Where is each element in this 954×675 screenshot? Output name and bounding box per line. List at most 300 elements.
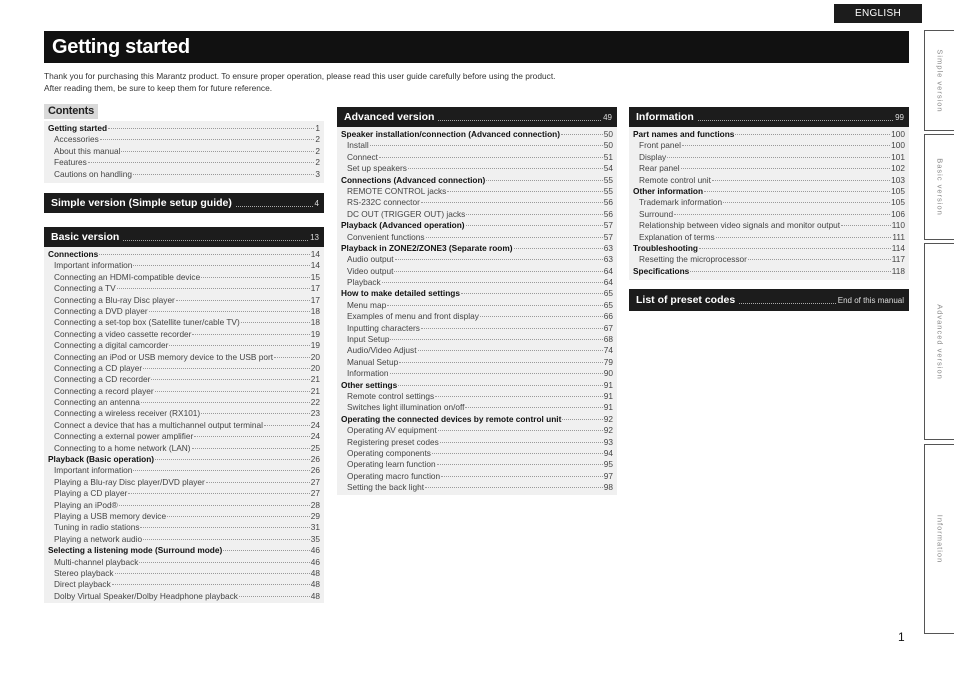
toc-list: [629, 127, 909, 280]
toc-row[interactable]: [48, 557, 320, 568]
toc-label: DC OUT (TRIGGER OUT) jacks: [347, 208, 466, 219]
toc-label: Playback in ZONE2/ZONE3 (Separate room): [341, 242, 513, 253]
toc-row[interactable]: [48, 295, 320, 306]
toc-label: Playing a CD player: [54, 488, 128, 499]
toc-row[interactable]: [341, 459, 613, 470]
toc-page: 67: [603, 322, 613, 333]
dot-leader: [421, 202, 603, 203]
dot-leader: [712, 180, 890, 181]
toc-page: 55: [603, 185, 613, 196]
side-tab-label: Information: [935, 514, 944, 564]
toc-label: Connecting an HDMI-compatible device: [54, 271, 201, 282]
toc-row[interactable]: [48, 591, 320, 602]
toc-row[interactable]: [48, 134, 320, 145]
toc-label: Connecting a video cassette recorder: [54, 328, 192, 339]
toc-page: 93: [603, 436, 613, 447]
toc-page: 102: [891, 163, 905, 174]
toc-label: Connect: [347, 151, 378, 162]
dot-leader: [438, 430, 603, 431]
dot-leader: [698, 114, 893, 121]
toc-label: Setting the back light: [347, 482, 425, 493]
toc-page: 22: [310, 397, 320, 408]
toc-label: Switches light illumination on/off: [347, 402, 465, 413]
toc-row[interactable]: [48, 568, 320, 579]
dot-leader: [674, 214, 890, 215]
toc-label: Rear panel: [639, 163, 680, 174]
toc-label: Connecting a wireless receiver (RX101): [54, 408, 201, 419]
toc-label: Manual Setup: [347, 356, 399, 367]
toc-label: Features: [54, 157, 87, 168]
toc-label: Connecting a CD recorder: [54, 374, 151, 385]
toc-row[interactable]: [48, 488, 320, 499]
dot-leader: [398, 385, 603, 386]
toc-page: 2: [315, 157, 320, 168]
toc-heading-row[interactable]: [341, 129, 613, 140]
toc-page: 21: [310, 374, 320, 385]
toc-row[interactable]: [633, 163, 905, 174]
toc-row[interactable]: [48, 272, 320, 283]
toc-page: 57: [603, 220, 613, 231]
toc-label: Multi-channel playback: [54, 556, 139, 567]
side-tab-advanced-version[interactable]: [924, 243, 954, 440]
toc-page: 28: [310, 499, 320, 510]
toc-row[interactable]: [48, 306, 320, 317]
toc-row[interactable]: [341, 437, 613, 448]
dot-leader: [739, 297, 836, 304]
toc-page: 57: [603, 231, 613, 242]
toc-row[interactable]: [633, 232, 905, 243]
toc-label: Connections: [48, 249, 99, 259]
toc-row[interactable]: [48, 431, 320, 442]
dot-leader: [88, 162, 315, 163]
dot-leader: [682, 145, 890, 146]
toc-page: 111: [892, 231, 905, 242]
title-bar: [44, 31, 909, 63]
toc-row[interactable]: [341, 232, 613, 243]
dot-leader: [192, 448, 310, 449]
dot-leader: [480, 316, 603, 317]
toc-label: Connecting an iPod or USB memory device to the USB port: [54, 351, 274, 362]
dot-leader: [465, 407, 602, 408]
toc-label: Other settings: [341, 379, 398, 390]
dot-leader: [133, 265, 309, 266]
dot-leader: [143, 368, 310, 369]
toc-page: 100: [891, 129, 905, 139]
dot-leader: [112, 584, 310, 585]
dot-leader: [390, 339, 602, 340]
toc-label: Inputting characters: [347, 322, 420, 333]
toc-page: 117: [891, 254, 905, 265]
toc-label: Operating macro function: [347, 470, 441, 481]
toc-page: 48: [310, 590, 320, 601]
toc-row[interactable]: [48, 522, 320, 533]
toc-row[interactable]: [633, 152, 905, 163]
dot-leader: [735, 134, 890, 135]
dot-leader: [141, 402, 310, 403]
dot-leader: [486, 180, 602, 181]
toc-page: 65: [603, 299, 613, 310]
toc-page: 51: [603, 151, 613, 162]
dot-leader: [421, 328, 603, 329]
toc-label: Video output: [347, 265, 394, 276]
toc-page: 103: [891, 174, 905, 185]
section-page: 4: [314, 198, 319, 208]
toc-heading-row[interactable]: [341, 243, 613, 254]
toc-page: 105: [891, 185, 905, 196]
getting-started-box: [44, 121, 324, 183]
toc-page: 54: [603, 163, 613, 174]
dot-leader: [461, 293, 603, 294]
toc-page: 14: [310, 249, 320, 259]
toc-label: Specifications: [633, 265, 690, 276]
toc-label: Remote control unit: [639, 174, 711, 185]
toc-page: 105: [891, 197, 905, 208]
toc-row[interactable]: [341, 345, 613, 356]
toc-page: 50: [603, 129, 613, 139]
section-title: Simple version (Simple setup guide): [51, 197, 232, 209]
toc-row[interactable]: [341, 448, 613, 459]
dot-leader: [690, 271, 891, 272]
toc-row[interactable]: [48, 420, 320, 431]
preset-codes-header[interactable]: [629, 289, 909, 311]
toc-row[interactable]: [341, 300, 613, 311]
toc-label: Selecting a listening mode (Surround mode): [48, 545, 223, 556]
toc-page: 20: [310, 351, 320, 362]
toc-heading-row[interactable]: [48, 454, 320, 465]
toc-row[interactable]: [48, 397, 320, 408]
toc-heading-row[interactable]: [341, 175, 613, 186]
toc-row[interactable]: [48, 477, 320, 488]
toc-row[interactable]: [633, 220, 905, 231]
information-header[interactable]: [629, 107, 909, 127]
toc-page: 31: [310, 522, 320, 533]
dot-leader: [201, 277, 310, 278]
toc-row[interactable]: [341, 402, 613, 413]
toc-list: [337, 127, 617, 497]
toc-row[interactable]: [341, 209, 613, 220]
toc-row[interactable]: [633, 140, 905, 151]
basic-version-header[interactable]: [44, 227, 324, 247]
toc-row[interactable]: [633, 175, 905, 186]
dot-leader: [466, 225, 603, 226]
side-tab-basic-version[interactable]: [924, 134, 954, 240]
language-tab[interactable]: ENGLISH: [834, 4, 922, 23]
toc-heading-row[interactable]: [48, 545, 320, 556]
toc-label: Set up speakers: [347, 163, 407, 174]
toc-label: How to make detailed settings: [341, 288, 460, 299]
toc-page: 1: [315, 123, 320, 133]
dot-leader: [239, 596, 310, 597]
intro-line-1: Thank you for purchasing this Marantz product. To ensure proper operation, please read this user guide carefully before using the product.: [44, 71, 556, 81]
toc-page: 50: [603, 140, 613, 151]
intro-line-2: After reading them, be sure to keep them for future reference.: [44, 82, 273, 93]
toc-page: 90: [603, 368, 613, 379]
toc-label: Part names and functions: [633, 129, 735, 139]
toc-label: Surround: [639, 208, 674, 219]
toc-row[interactable]: [341, 140, 613, 151]
dot-leader: [201, 413, 310, 414]
section-page: 49: [603, 112, 612, 122]
toc-page: 91: [603, 402, 613, 413]
toc-label: Connect a device that has a multichannel output terminal: [54, 419, 263, 430]
toc-row[interactable]: [341, 425, 613, 436]
toc-row[interactable]: [341, 254, 613, 265]
dot-leader: [133, 174, 314, 175]
toc-row[interactable]: [341, 277, 613, 288]
toc-label: Trademark information: [639, 197, 723, 208]
toc-row[interactable]: [48, 169, 320, 180]
toc-row[interactable]: [341, 334, 613, 345]
toc-row[interactable]: [48, 374, 320, 385]
toc-row[interactable]: [48, 500, 320, 511]
section-page: 99: [895, 112, 904, 122]
toc-row[interactable]: [48, 340, 320, 351]
toc-page: 114: [891, 242, 905, 253]
toc-row[interactable]: [48, 283, 320, 294]
dot-leader: [167, 516, 310, 517]
dot-leader: [128, 493, 309, 494]
dot-leader: [438, 114, 601, 121]
toc-label: Playing a USB memory device: [54, 510, 167, 521]
toc-label: Resetting the microprocessor: [639, 254, 747, 265]
toc-row[interactable]: [48, 579, 320, 590]
toc-page: 17: [310, 283, 320, 294]
toc-row[interactable]: [341, 368, 613, 379]
toc-heading-row[interactable]: [341, 220, 613, 231]
toc-heading-row[interactable]: [633, 243, 905, 254]
dot-leader: [123, 234, 308, 241]
toc-label: Display: [639, 151, 667, 162]
side-tab-label: Basic version: [935, 158, 944, 216]
dot-leader: [704, 191, 890, 192]
simple-version-box[interactable]: [44, 193, 324, 213]
dot-leader: [274, 357, 310, 358]
toc-page: 56: [603, 208, 613, 219]
toc-page: 95: [603, 459, 613, 470]
toc-label: Operating learn function: [347, 459, 436, 470]
toc-heading-row[interactable]: [341, 414, 613, 425]
toc-page: 97: [603, 470, 613, 481]
toc-page: 3: [315, 168, 320, 179]
toc-page: 18: [310, 317, 320, 328]
toc-page: 48: [310, 579, 320, 590]
toc-label: RS-232C connector: [347, 197, 420, 208]
toc-page: 92: [603, 413, 613, 424]
toc-row[interactable]: [341, 471, 613, 482]
toc-page: 18: [310, 305, 320, 316]
toc-label: Troubleshooting: [633, 242, 698, 253]
dot-leader: [382, 282, 603, 283]
toc-label: About this manual: [54, 145, 121, 156]
advanced-version-header[interactable]: [337, 107, 617, 127]
dot-leader: [176, 300, 310, 301]
toc-page: 98: [603, 482, 613, 493]
toc-row[interactable]: [341, 197, 613, 208]
dot-leader: [440, 442, 603, 443]
toc-label: Connecting a CD player: [54, 362, 143, 373]
dot-leader: [99, 254, 310, 255]
toc-row[interactable]: [48, 465, 320, 476]
toc-page: 63: [603, 254, 613, 265]
toc-page: 14: [310, 260, 320, 271]
toc-label: Speaker installation/connection (Advanced connection): [341, 129, 560, 139]
toc-page: 66: [603, 311, 613, 322]
toc-page: 27: [310, 476, 320, 487]
toc-page: 55: [603, 174, 613, 185]
toc-page: 46: [310, 556, 320, 567]
toc-label: Playing a Blu-ray Disc player/DVD player: [54, 476, 205, 487]
toc-row[interactable]: [341, 391, 613, 402]
dot-leader: [241, 322, 310, 323]
toc-row[interactable]: [48, 317, 320, 328]
toc-page: 106: [891, 208, 905, 219]
toc-label: Important information: [54, 260, 133, 271]
toc-row[interactable]: [633, 254, 905, 265]
toc-row[interactable]: [633, 197, 905, 208]
dot-leader: [432, 453, 603, 454]
toc-heading-row[interactable]: [341, 288, 613, 299]
toc-row[interactable]: [48, 329, 320, 340]
toc-label: Tuning in radio stations: [54, 522, 140, 533]
page-number: 1: [898, 630, 905, 644]
toc-label: Playing an iPod®: [54, 499, 118, 510]
toc-heading-row[interactable]: [48, 123, 320, 134]
dot-leader: [387, 305, 603, 306]
toc-row[interactable]: [48, 352, 320, 363]
side-tab-information[interactable]: [924, 444, 954, 634]
toc-label: Input Setup: [347, 334, 390, 345]
side-tab-label: Advanced version: [935, 303, 944, 380]
dot-leader: [100, 139, 315, 140]
dot-leader: [192, 334, 309, 335]
toc-row[interactable]: [341, 266, 613, 277]
dot-leader: [394, 271, 602, 272]
toc-row[interactable]: [48, 363, 320, 374]
toc-label: Connecting a set-top box (Satellite tuner/cable TV): [54, 317, 240, 328]
dot-leader: [441, 476, 603, 477]
dot-leader: [699, 248, 891, 249]
toc-row[interactable]: [341, 482, 613, 493]
section-title: Basic version: [51, 231, 120, 243]
toc-label: Connecting a TV: [54, 283, 116, 294]
toc-page: 64: [603, 265, 613, 276]
section-title: Information: [636, 111, 694, 123]
toc-row[interactable]: [48, 408, 320, 419]
toc-row[interactable]: [48, 146, 320, 157]
toc-label: Connecting a Blu-ray Disc player: [54, 294, 175, 305]
dot-leader: [667, 157, 890, 158]
toc-row[interactable]: [48, 386, 320, 397]
toc-label: Playing a network audio: [54, 533, 143, 544]
toc-row[interactable]: [341, 163, 613, 174]
toc-page: 110: [891, 220, 905, 231]
dot-leader: [514, 248, 603, 249]
simple-version-header[interactable]: [44, 193, 324, 213]
toc-page: 48: [310, 567, 320, 578]
dot-leader: [117, 288, 310, 289]
toc-row[interactable]: [48, 260, 320, 271]
toc-row[interactable]: [48, 443, 320, 454]
dot-leader: [425, 487, 603, 488]
toc-page: 26: [310, 454, 320, 465]
toc-page: 27: [310, 488, 320, 499]
information-box: [629, 107, 909, 280]
toc-page: 19: [310, 328, 320, 339]
toc-row[interactable]: [48, 511, 320, 522]
toc-page: 20: [310, 362, 320, 373]
section-title: List of preset codes: [636, 294, 736, 306]
toc-row[interactable]: [48, 534, 320, 545]
dot-leader: [155, 459, 310, 460]
dot-leader: [264, 425, 310, 426]
dot-leader: [140, 527, 309, 528]
toc-label: Audio/Video Adjust: [347, 345, 417, 356]
dot-leader: [169, 345, 309, 346]
toc-label: Direct playback: [54, 579, 111, 590]
dot-leader: [561, 134, 603, 135]
toc-row[interactable]: [48, 157, 320, 168]
toc-label: Connecting to a home network (LAN): [54, 442, 191, 453]
toc-heading-row[interactable]: [633, 129, 905, 140]
toc-label: Registering preset codes: [347, 436, 439, 447]
dot-leader: [108, 128, 314, 129]
toc-page: 19: [310, 340, 320, 351]
dot-leader: [149, 311, 310, 312]
toc-row[interactable]: [341, 357, 613, 368]
dot-leader: [466, 214, 602, 215]
toc-page: 74: [603, 345, 613, 356]
dot-leader: [437, 464, 603, 465]
dot-leader: [143, 539, 310, 540]
toc-page: 101: [891, 151, 905, 162]
toc-row[interactable]: [341, 323, 613, 334]
toc-page: 94: [603, 447, 613, 458]
toc-page: 21: [310, 385, 320, 396]
dot-leader: [408, 168, 603, 169]
toc-label: Cautions on handling: [54, 168, 132, 179]
dot-leader: [681, 168, 891, 169]
dot-leader: [716, 237, 892, 238]
toc-label: Menu map: [347, 299, 387, 310]
dot-leader: [139, 562, 309, 563]
toc-row[interactable]: [341, 311, 613, 322]
toc-row[interactable]: [341, 186, 613, 197]
toc-label: Connecting a external power amplifier: [54, 431, 194, 442]
toc-label: Front panel: [639, 140, 681, 151]
toc-label: Playback (Advanced operation): [341, 220, 465, 231]
toc-page: 17: [310, 294, 320, 305]
toc-heading-row[interactable]: [341, 380, 613, 391]
toc-label: Explanation of terms: [639, 231, 715, 242]
toc-label: Relationship between video signals and monitor output: [639, 220, 841, 231]
dot-leader: [155, 391, 310, 392]
preset-codes-box[interactable]: [629, 289, 909, 311]
toc-heading-row[interactable]: [633, 266, 905, 277]
toc-heading-row[interactable]: [48, 249, 320, 260]
toc-list: [44, 121, 324, 183]
toc-label: Audio output: [347, 254, 394, 265]
side-tab-simple-version[interactable]: [924, 30, 954, 131]
toc-row[interactable]: [633, 209, 905, 220]
dot-leader: [426, 237, 603, 238]
toc-heading-row[interactable]: [633, 186, 905, 197]
toc-page: 2: [315, 134, 320, 145]
toc-label: Connections (Advanced connection): [341, 174, 486, 185]
toc-label: Connecting a record player: [54, 385, 154, 396]
toc-page: 2: [315, 145, 320, 156]
toc-label: Operating components: [347, 447, 431, 458]
toc-row[interactable]: [341, 152, 613, 163]
